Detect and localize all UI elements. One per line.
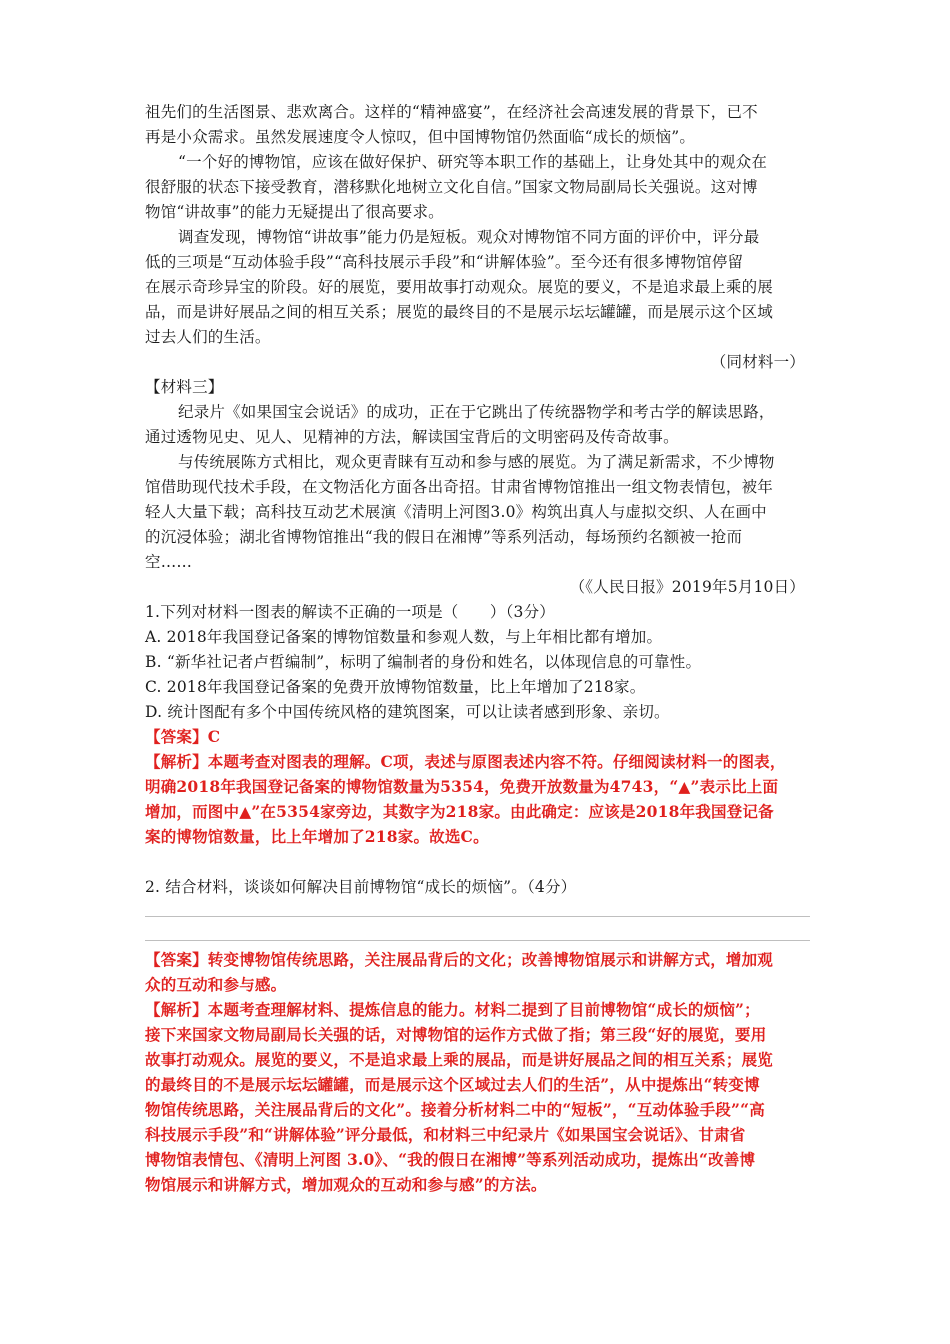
analysis-1: 明确2018年我国登记备案的博物馆数量为5354，免费开放数量为4743，“▲”表示比上面: [145, 777, 779, 796]
answer-1: 【答案】C: [145, 727, 221, 746]
text-line: 祖先们的生活图景、悲欢离合。这样的“精神盛宴”，在经济社会高速发展的背景下，已不: [145, 103, 758, 121]
text-line: 品，而是讲好展品之间的相互关系；展览的最终目的不是展示坛坛罐罐，而是展示这个区域: [145, 303, 774, 321]
analysis-1: 增加，而图中▲”在5354家旁边，其数字为218家。由此确定：应该是2018年我国登记备: [145, 802, 774, 821]
analysis-1: 【解析】本题考查对图表的理解。C项，表述与原图表述内容不符。仔细阅读材料一的图表，: [145, 752, 786, 771]
option-d: D. 统计图配有多个中国传统风格的建筑图案，可以让读者感到形象、亲切。: [145, 703, 670, 721]
text-line: 过去人们的生活。: [145, 328, 271, 346]
analysis-2: 物馆传统思路，关注展品背后的文化”。接着分析材料二中的“短板”，“互动体验手段”“高: [145, 1100, 765, 1119]
question-2: 2. 结合材料，谈谈如何解决目前博物馆“成长的烦恼”。（4分）: [145, 878, 577, 896]
text-line: 轻人大量下载；高科技互动艺术展演《清明上河图3.0》构筑出真人与虚拟交织、人在画中: [145, 503, 767, 521]
source-note: （《人民日报》2019年5月10日）: [569, 578, 805, 596]
text-line: 再是小众需求。虽然发展速度令人惊叹，但中国博物馆仍然面临“成长的烦恼”。: [145, 128, 696, 146]
analysis-2: 博物馆表情包、《清明上河图 3.0》、“我的假日在湘博”等系列活动成功，提炼出“改善博: [145, 1150, 756, 1169]
answer-line: [145, 940, 810, 941]
answer-line: [145, 916, 810, 917]
answer-2: 众的互动和参与感。: [145, 975, 287, 994]
text-line: 空……: [145, 553, 193, 571]
text-line: 在展示奇珍异宝的阶段。好的展览，要用故事打动观众。展览的要义，不是追求最上乘的展: [145, 278, 774, 296]
text-line: 的沉浸体验；湖北省博物馆推出“我的假日在湘博”等系列活动，每场预约名额被一抢而: [145, 528, 743, 546]
analysis-2: 科技展示手段”和“讲解体验”评分最低，和材料三中纪录片《如果国宝会说话》、甘肃省: [145, 1125, 746, 1144]
text-line: 通过透物见史、见人、见精神的方法，解读国宝背后的文明密码及传奇故事。: [145, 428, 679, 446]
text-line: “一个好的博物馆，应该在做好保护、研究等本职工作的基础上，让身处其中的观众在: [178, 153, 768, 171]
text-line: 与传统展陈方式相比，观众更青睐有互动和参与感的展览。为了满足新需求，不少博物: [178, 453, 775, 471]
text-line: 馆借助现代技术手段，在文物活化方面各出奇招。甘肃省博物馆推出一组文物表情包，被年: [145, 478, 774, 496]
analysis-2: 接下来国家文物局副局长关强的话，对博物馆的运作方式做了指；第三段“好的展览，要用: [145, 1025, 767, 1044]
option-a: A. 2018年我国登记备案的博物馆数量和参观人数，与上年相比都有增加。: [145, 628, 663, 646]
option-b: B. “新华社记者卢哲编制”，标明了编制者的身份和姓名，以体现信息的可靠性。: [145, 653, 702, 671]
answer-2: 【答案】转变博物馆传统思路，关注展品背后的文化；改善博物馆展示和讲解方式，增加观: [145, 950, 774, 969]
question-1: 1.下列对材料一图表的解读不正确的一项是（ ）（3分）: [145, 603, 556, 621]
text-line: 纪录片《如果国宝会说话》的成功，正在于它跳出了传统器物学和考古学的解读思路，: [178, 403, 775, 421]
analysis-2: 故事打动观众。展览的要义，不是追求最上乘的展品，而是讲好展品之间的相互关系；展览: [145, 1050, 774, 1069]
analysis-1: 案的博物馆数量，比上年增加了218家。故选C。: [145, 827, 489, 846]
analysis-2: 【解析】本题考查理解材料、提炼信息的能力。材料二提到了目前博物馆“成长的烦恼”；: [145, 1000, 760, 1019]
text-line: 调查发现，博物馆“讲故事”能力仍是短板。观众对博物馆不同方面的评价中，评分最: [178, 228, 760, 246]
source-note: （同材料一）: [710, 353, 805, 371]
text-line: 物馆“讲故事”的能力无疑提出了很高要求。: [145, 203, 444, 221]
text-line: 很舒服的状态下接受教育，潜移默化地树立文化自信。”国家文物局副局长关强说。这对博: [145, 178, 758, 196]
analysis-2: 物馆展示和讲解方式，增加观众的互动和参与感”的方法。: [145, 1175, 547, 1194]
text-line: 低的三项是“互动体验手段”“高科技展示手段”和“讲解体验”。至今还有很多博物馆停留: [145, 253, 744, 271]
analysis-2: 的最终目的不是展示坛坛罐罐，而是展示这个区域过去人们的生活”，从中提炼出“转变博: [145, 1075, 760, 1094]
section-heading: 【材料三】: [145, 378, 224, 396]
option-c: C. 2018年我国登记备案的免费开放博物馆数量，比上年增加了218家。: [145, 678, 646, 696]
